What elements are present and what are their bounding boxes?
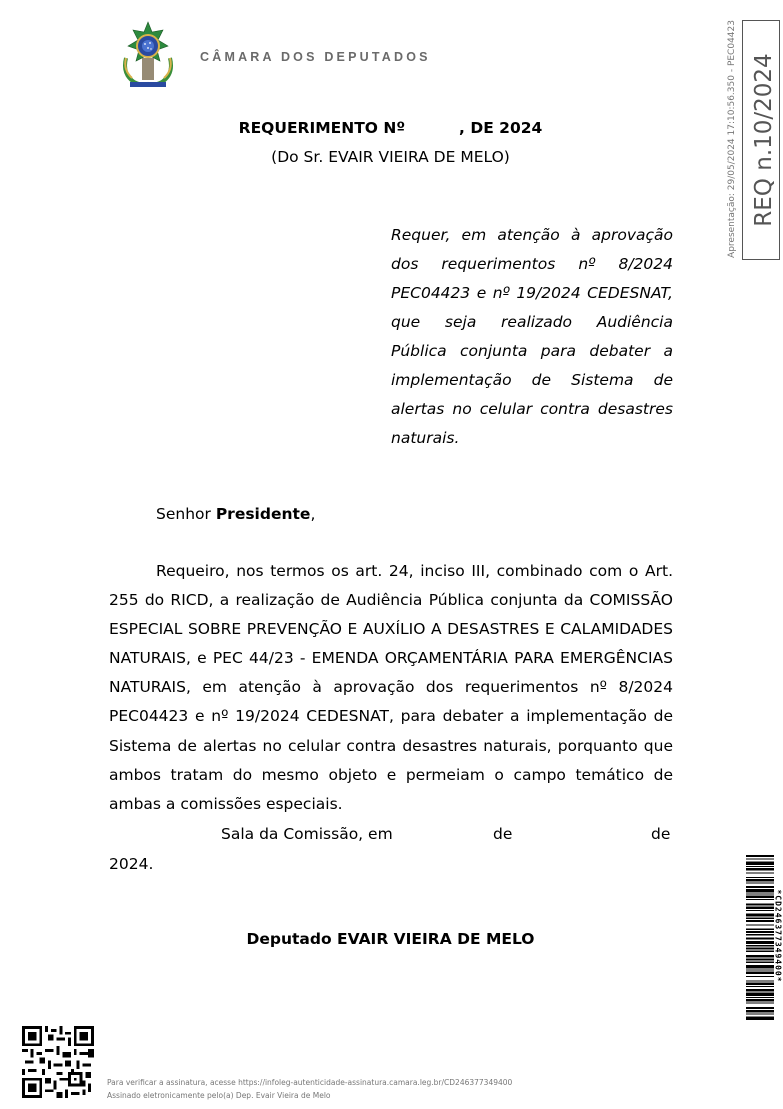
stamp-number: REQ n.10/2024	[751, 53, 777, 227]
barcode-icon	[746, 855, 774, 1017]
verify-link[interactable]: Para verificar a assinatura, acesse https://infoleg-autenticidade-assinatura.camara.leg.br/CD246377349400	[107, 1078, 513, 1087]
signed-by: Assinado eletronicamente pelo(a) Dep. Evair Vieira de Melo	[107, 1091, 331, 1100]
salutation	[156, 505, 315, 523]
closing-place: Sala da Comissão, em	[221, 825, 393, 843]
stamp-label: Apresentação: 29/05/2024 17:10:56.350 - PEC04423	[727, 20, 737, 258]
closing-year: 2024.	[109, 855, 154, 873]
signer-name: Deputado EVAIR VIEIRA DE MELO	[246, 930, 535, 948]
document-body: Requeiro, nos termos os art. 24, inciso III, combinado com o Art. 255 do RICD, a realização de Audiência Pública conjunta da COMISSÃO ESPECIAL SOBRE PREVENÇÃO E AUXÍLIO A DESASTRES E CALAMIDADES NATURAIS, e PEC 44/23 - EMENDA ORÇAMENTÁRIA PARA EMERGÊNCIAS NATURAIS, em atenção à aprovação dos requerimentos nº 8/2024 PEC04423 e nº 19/2024 CEDESNAT, para debater a implementação de Sistema de alertas no celular contra desastres naturais, porquanto que ambos tratam do mesmo objeto e permeiam o campo temático de ambas a comissões especiais.	[109, 562, 673, 813]
house-name: CÂMARA DOS DEPUTADOS	[200, 50, 431, 64]
document-author: (Do Sr. EVAIR VIEIRA DE MELO)	[271, 148, 510, 166]
salutation-prefix: Senhor	[156, 505, 216, 523]
document-ementa: Requer, em atenção à aprovação dos requerimentos nº 8/2024 PEC04423 e nº 19/2024 CEDESNAT, que seja realizado Audiência Pública conjunta para debater a implementação de Sistema de alertas no celular contra desastres naturais.	[391, 226, 673, 447]
barcode-text: *CD246377349400*	[773, 889, 783, 983]
document-title: REQUERIMENTO Nº , DE 2024	[238, 119, 543, 137]
closing-de-1: de	[493, 825, 513, 843]
qr-code-icon[interactable]	[22, 1026, 94, 1098]
closing-de-2: de	[651, 825, 671, 843]
salutation-title: Presidente	[215, 505, 311, 523]
salutation-suffix: ,	[310, 505, 316, 523]
closing-line	[109, 825, 673, 847]
coat-of-arms-icon	[112, 18, 184, 90]
